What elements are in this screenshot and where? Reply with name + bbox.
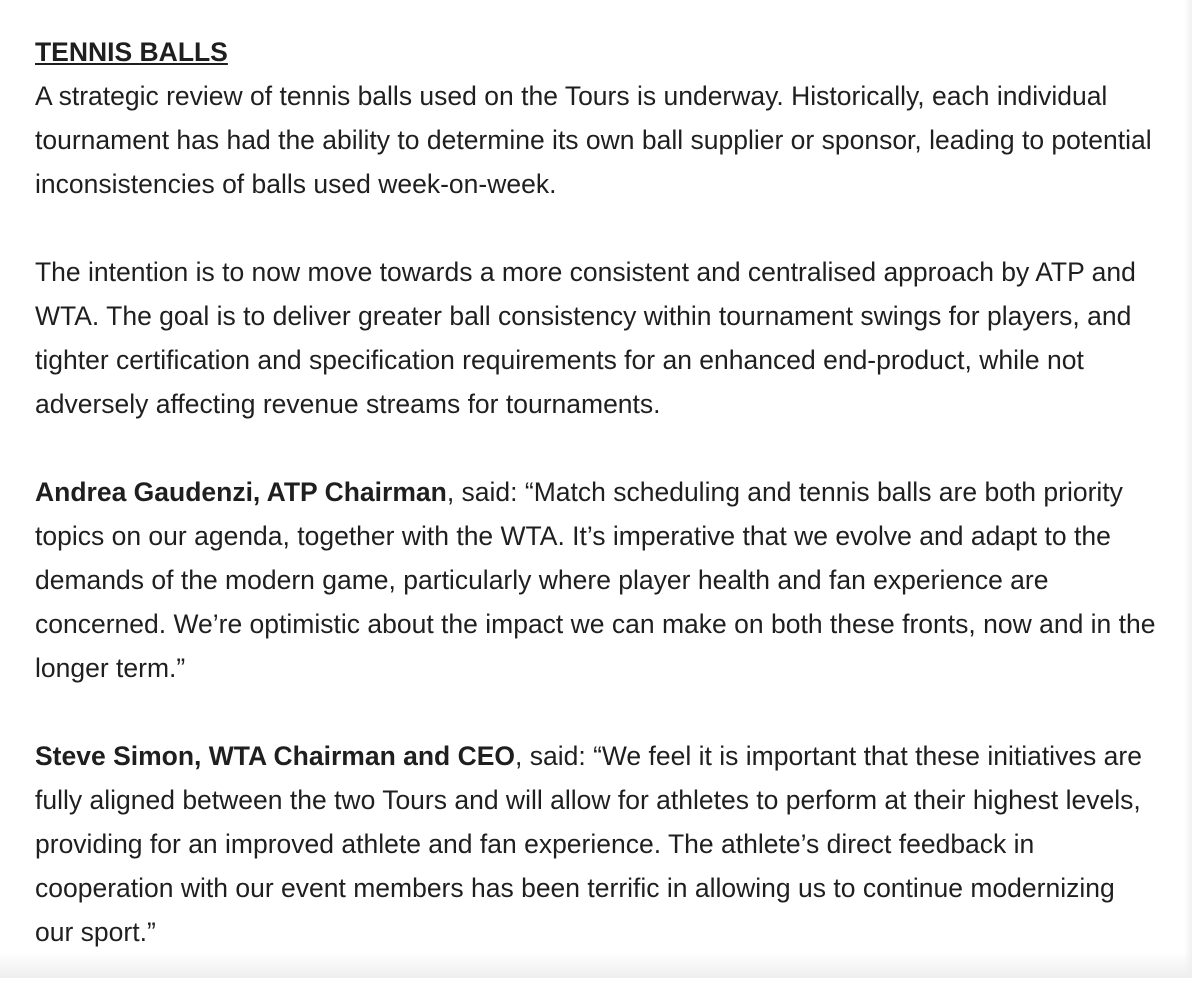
paragraph-review	[35, 74, 1160, 206]
section-heading: TENNIS BALLS	[35, 37, 228, 67]
paragraph-intention	[35, 250, 1160, 426]
article-body	[35, 30, 1160, 998]
speaker-name: Steve Simon, WTA Chairman and CEO	[35, 741, 516, 771]
paragraph-text: The intention is to now move towards a more consistent and centralised approach by ATP and WTA. The goal is to deliver greater ball consistency within tournament swings for players, and tighter certification and specification requirements for an enhanced end-product, while not adversely affecting revenue streams for tournaments.	[35, 257, 1136, 419]
page-edge-shadow	[1184, 0, 1192, 978]
bottom-fade	[0, 952, 1192, 978]
quote-text: , said: “We feel it is important that these initiatives are fully aligned between the two Tours and will allow for athletes to perform at their highest levels, providing for an improved athlete and fan experience. The athlete’s direct feedback in cooperation with our event members has been terrific in allowing us to continue modernizing our sport.”	[35, 741, 1142, 947]
speaker-name: Andrea Gaudenzi, ATP Chairman	[35, 477, 447, 507]
quote-atp-chairman	[35, 470, 1160, 690]
quote-wta-chairman	[35, 734, 1160, 954]
quote-text: , said: “Match scheduling and tennis balls are both priority topics on our agenda, together with the WTA. It’s imperative that we evolve and adapt to the demands of the modern game, particularly where player health and fan experience are concerned. We’re optimistic about the impact we can make on both these fronts, now and in the longer term.”	[35, 477, 1156, 683]
paragraph-text: A strategic review of tennis balls used on the Tours is underway. Historically, each individual tournament has had the ability to determine its own ball supplier or sponsor, leading to potential inconsistencies of balls used week-on-week.	[35, 81, 1152, 199]
